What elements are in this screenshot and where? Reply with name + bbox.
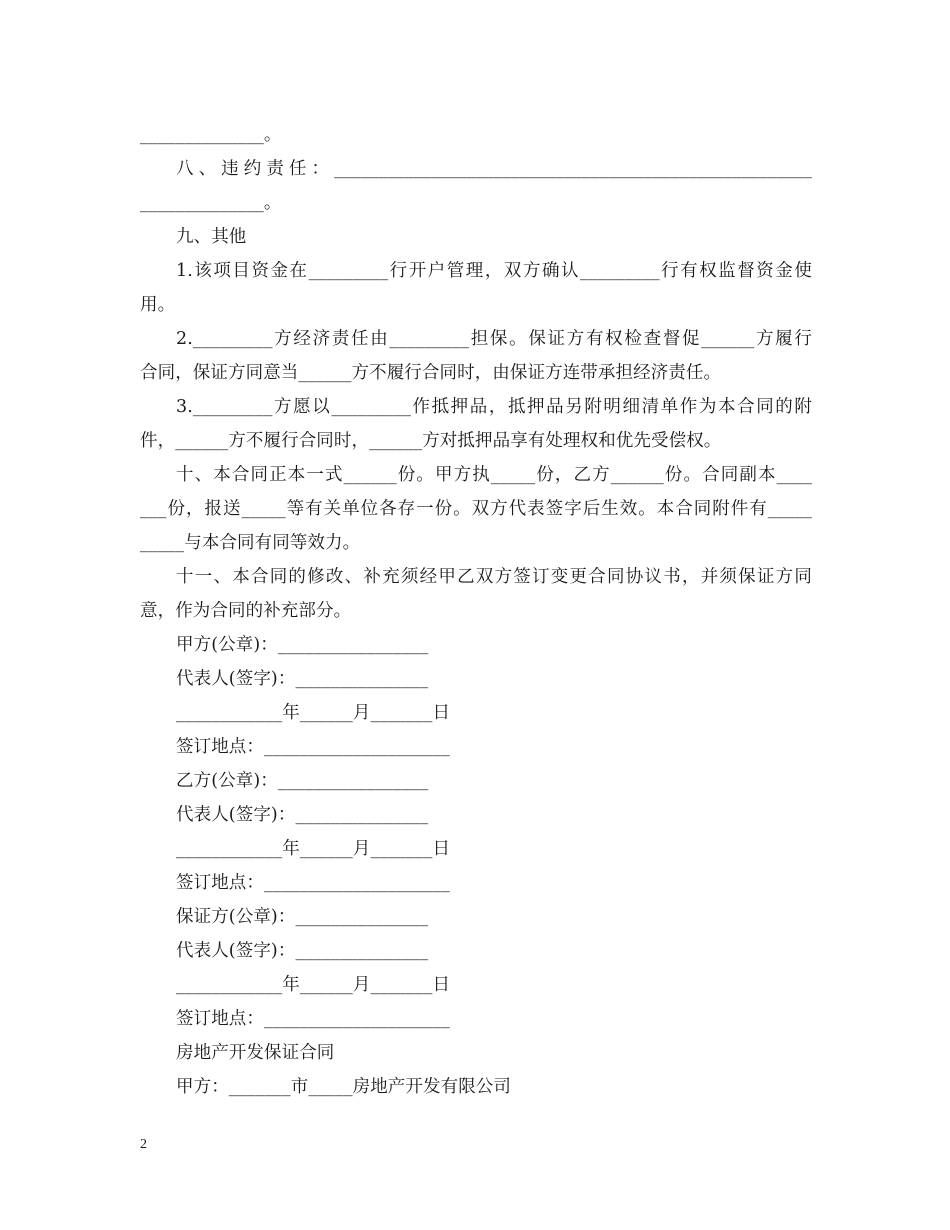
guarantor-date-field: ____________年______月_______日 xyxy=(176,975,451,995)
text-line: ______________。 xyxy=(140,193,282,213)
party-a-date-field: ____________年______月_______日 xyxy=(176,703,451,723)
guarantor-seal-field: 保证方(公章)：_______________ xyxy=(176,907,429,927)
text-line: _____与本合同有同等效力。 xyxy=(140,533,361,553)
text-line: 2._________方经济责任由_________担保。保证方有权检查督促______方履行 xyxy=(176,329,812,349)
text-line: ___份，报送_____等有关单位各存一份。双方代表签字后生效。本合同附件有_____ xyxy=(140,499,812,519)
text-line: 意，作为合同的补充部分。 xyxy=(140,601,352,621)
text-line: 甲方：_______市_____房地产开发有限公司 xyxy=(176,1077,511,1097)
party-a-location-field: 签订地点：_____________________ xyxy=(176,737,450,757)
section-heading: 九、其他 xyxy=(176,227,247,247)
text-line: ______________。 xyxy=(140,125,282,145)
guarantor-location-field: 签订地点：_____________________ xyxy=(176,1009,450,1029)
text-line: 十、本合同正本一式______份。甲方执_____份，乙方______份。合同副本____ xyxy=(176,465,812,485)
party-b-location-field: 签订地点：_____________________ xyxy=(176,873,450,893)
guarantor-representative-field: 代表人(签字)：_______________ xyxy=(176,941,429,961)
contract-title: 房地产开发保证合同 xyxy=(176,1043,335,1063)
text-line: 1.该项目资金在_________行开户管理，双方确认_________行有权监督资金使 xyxy=(176,261,812,281)
text-line: 3._________方愿以_________作抵押品，抵押品另附明细清单作为本合同的附 xyxy=(176,397,812,417)
party-b-representative-field: 代表人(签字)：_______________ xyxy=(176,805,429,825)
party-b-date-field: ____________年______月_______日 xyxy=(176,839,451,859)
text-line: 十一、本合同的修改、补充须经甲乙双方签订变更合同协议书，并须保证方同 xyxy=(176,567,812,587)
party-a-representative-field: 代表人(签字)：_______________ xyxy=(176,669,429,689)
party-b-seal-field: 乙方(公章)：_________________ xyxy=(176,771,429,791)
text-line: 件，______方不履行合同时，______方对抵押品享有处理权和优先受偿权。 xyxy=(140,431,722,451)
page-number: 2 xyxy=(140,1137,147,1152)
text-line: 八、违约责任：______________________________________________________ xyxy=(176,159,812,179)
text-line: 合同，保证方同意当______方不履行合同时，由保证方连带承担经济责任。 xyxy=(140,363,722,383)
text-line: 用。 xyxy=(140,295,176,315)
party-a-seal-field: 甲方(公章)：_________________ xyxy=(176,635,429,655)
